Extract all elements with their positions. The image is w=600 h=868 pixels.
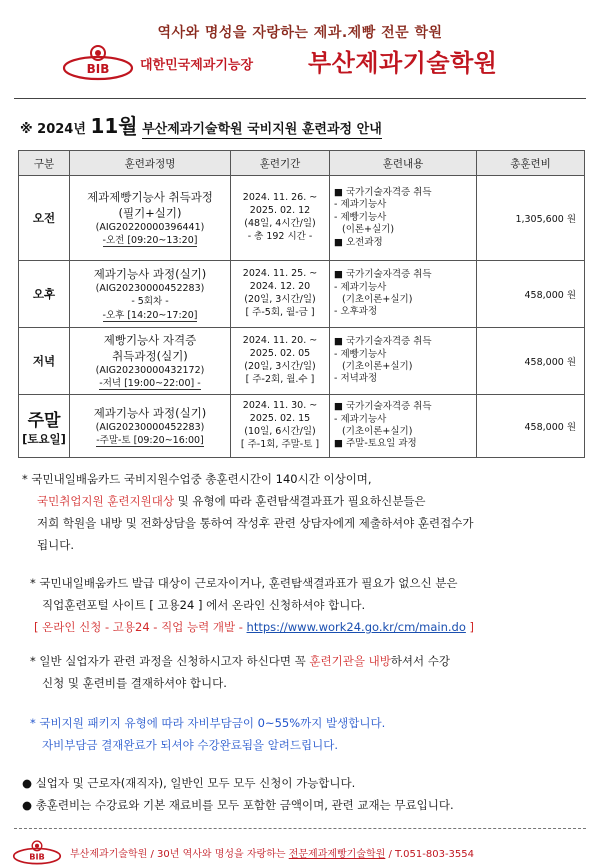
row-fee: 458,000 원	[477, 328, 585, 395]
row-course-name	[70, 328, 231, 395]
row-content: ■ 국가기술자격증 취득 - 제과기능사 - 제빵기능사 (이론+실기) ■ 오전과정	[330, 176, 477, 261]
row-division: 오전	[19, 176, 70, 261]
header-tagline: 역사와 명성을 자랑하는 제과.제빵 전문 학원	[157, 25, 443, 41]
note-eligibility: ● 실업자 및 근로자(재직자), 일반인 모두 모두 신청이 가능합니다. ● 총훈련비는 수강료와 기본 재료비를 모두 포함한 금액이며, 관련 교재는 무료입니다.	[22, 776, 454, 812]
course-name-line: (필기+실기)	[118, 205, 182, 220]
row-course-name	[70, 395, 231, 458]
row-course-name	[70, 176, 231, 261]
header-course-name: 훈련과정명	[70, 151, 231, 176]
row-period: 2024. 11. 20. ~ 2025. 02. 05 (20일, 3시간/일) [ 주-2회, 월.수 ]	[231, 328, 330, 395]
note-self-pay: * 국비지원 패키지 유형에 따라 자비부담금이 0~55%까지 발생합니다. 자비부담금 결재완료가 되셔야 수강완료됨을 알려드립니다.	[30, 716, 386, 752]
row-period: 2024. 11. 30. ~ 2025. 02. 15 (10일, 6시간/일) [ 주-1회, 주말-토 ]	[231, 395, 330, 458]
top-divider	[14, 98, 586, 99]
course-name-line: 취득과정(실기)	[112, 348, 188, 363]
course-code: (AIG20220000396441)	[95, 221, 205, 233]
row-period: 2024. 11. 26. ~ 2025. 02. 12 (48일, 4시간/일) - 총 192 시간 -	[231, 176, 330, 261]
note-online-apply: * 국민내일배움카드 발급 대상이 근로자이거나, 훈련탐색결과표가 필요가 없으신 분은 직업훈련포털 사이트 [ 고용24 ] 에서 온라인 신청하셔야 합니다. [ 온라인 신청 - 고용24 - 직업 능력 개발 - https://www.work24.go.kr/cm/main.do ]	[30, 576, 475, 634]
course-name-line: 제과기능사 과정(실기)	[93, 405, 207, 420]
row-period: 2024. 11. 25. ~ 2024. 12. 20 (20일, 3시간/일) [ 주-5회, 월-금 ]	[231, 261, 330, 328]
course-name-line: 제과기능사 과정(실기)	[93, 267, 207, 281]
table-row	[19, 176, 585, 261]
bottom-divider	[14, 828, 586, 829]
header-fee: 총훈련비	[477, 151, 585, 176]
bib-logo	[62, 43, 134, 81]
work24-link[interactable]: https://www.work24.go.kr/cm/main.do	[246, 620, 466, 634]
footer-logo-text: BIB	[29, 851, 45, 862]
row-division: 오후	[19, 261, 70, 328]
row-course-name	[70, 261, 231, 328]
course-code: (AIG20230000452283)	[95, 421, 205, 433]
course-name-line: 제과제빵기능사 취득과정	[87, 189, 213, 204]
course-code: (AIG20230000432172)	[95, 364, 205, 376]
course-slot: -오후 [14:20~17:20]	[102, 309, 198, 321]
row-content: ■ 국가기술자격증 취득 - 제과기능사 (기초이론+실기) - 오후과정	[330, 261, 477, 328]
title-course: 부산제과기술학원 국비지원 훈련과정 안내	[142, 122, 382, 137]
course-session: - 5회차 -	[131, 296, 169, 308]
table-header-row	[19, 151, 585, 176]
note-highlight: 국민취업지원 훈련지원대상	[37, 494, 174, 508]
footer	[0, 836, 600, 866]
row-division: 주말 [토요일]	[19, 395, 70, 458]
note-unemployed: * 일반 실업자가 관련 과정을 신청하시고자 하신다면 꼭 훈련기관을 내방하셔서 수강 신청 및 훈련비를 결재하셔야 합니다.	[30, 654, 451, 690]
page-title	[20, 110, 382, 139]
footer-text: 부산제과기술학원 / 30년 역사와 명성을 자랑하는 전문제과제빵기술학원 / T.051-803-3554	[70, 849, 474, 860]
table-row	[19, 395, 585, 458]
brand-name: 부산제과기술학원	[308, 49, 498, 77]
course-slot: -저녁 [19:00~22:00] -	[99, 378, 201, 390]
row-fee: 458,000 원	[477, 261, 585, 328]
title-prefix: ※ 2024년	[20, 122, 86, 137]
header-division: 구분	[19, 151, 70, 176]
course-code: (AIG20230000452283)	[95, 283, 205, 295]
header-content: 훈련내용	[330, 151, 477, 176]
header-period: 훈련기간	[231, 151, 330, 176]
row-fee: 458,000 원	[477, 395, 585, 458]
row-content: ■ 국가기술자격증 취득 - 제빵기능사 (기초이론+실기) - 저녁과정	[330, 328, 477, 395]
table-row	[19, 328, 585, 395]
course-name-line: 제빵기능사 자격증	[103, 332, 197, 347]
row-fee: 1,305,600 원	[477, 176, 585, 261]
header	[0, 0, 600, 90]
footer-logo	[12, 839, 62, 865]
schedule-table	[18, 150, 585, 458]
title-month: 11월	[90, 114, 138, 138]
brand-subtitle: 대한민국제과기능장	[140, 58, 254, 73]
row-content: ■ 국가기술자격증 취득 - 제과기능사 (기초이론+실기) ■ 주말-토요일 과정	[330, 395, 477, 458]
table-row	[19, 261, 585, 328]
logo-text: BIB	[86, 62, 110, 76]
course-slot: -주말-토 [09:20~16:00]	[96, 435, 204, 447]
course-slot: -오전 [09:20~13:20]	[102, 235, 198, 247]
row-division: 저녁	[19, 328, 70, 395]
note-training-card: * 국민내일배움카드 국비지원수업중 총훈련시간이 140시간 이상이며, 국민취업지원 훈련지원대상 및 유형에 따라 훈련탐색결과표가 필요하신분들은 저희 학원을 내방 및 전화상담을 통하여 작성후 관련 상담자에게 제출하셔야 훈련접수가 됩니다.	[22, 472, 474, 552]
